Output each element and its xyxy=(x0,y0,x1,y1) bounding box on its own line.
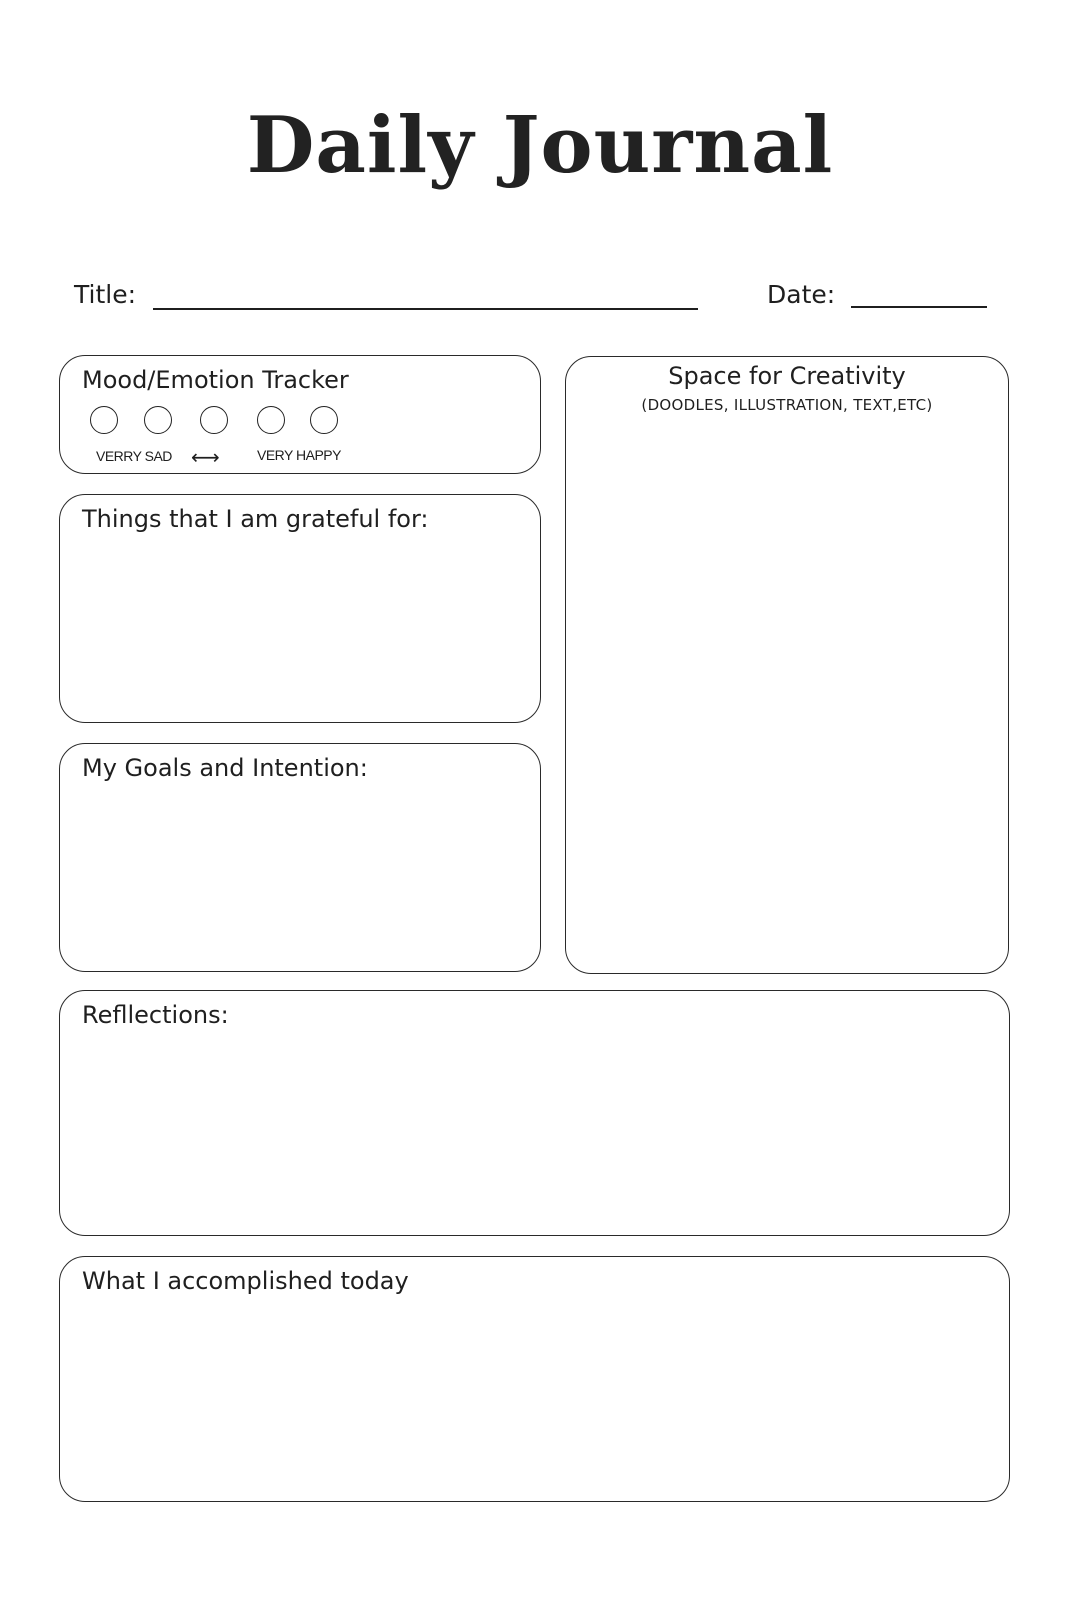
reflections-box[interactable] xyxy=(59,990,1010,1236)
date-label: Date: xyxy=(767,280,836,309)
grateful-box[interactable] xyxy=(59,494,541,723)
goals-label: My Goals and Intention: xyxy=(82,754,368,782)
accomplished-label: What I accomplished today xyxy=(82,1267,409,1295)
double-arrow-icon: ⟷ xyxy=(191,445,220,469)
mood-option-2[interactable] xyxy=(144,406,172,434)
mood-tracker-box xyxy=(59,355,541,474)
title-label: Title: xyxy=(74,280,136,309)
mood-option-5[interactable] xyxy=(310,406,338,434)
goals-box[interactable] xyxy=(59,743,541,972)
reflections-label: Refllections: xyxy=(82,1001,229,1029)
accomplished-box[interactable] xyxy=(59,1256,1010,1502)
creativity-box[interactable] xyxy=(565,356,1009,974)
scale-low-label: VERRY SAD xyxy=(96,448,172,464)
page-title: Daily Journal xyxy=(246,100,834,191)
mood-tracker-label: Mood/Emotion Tracker xyxy=(82,366,349,394)
grateful-label: Things that I am grateful for: xyxy=(82,505,429,533)
scale-high-label: VERY HAPPY xyxy=(257,447,341,463)
mood-option-1[interactable] xyxy=(90,406,118,434)
title-input-line[interactable] xyxy=(153,308,698,310)
creativity-label: Space for Creativity xyxy=(668,362,906,390)
date-input-line[interactable] xyxy=(851,306,987,308)
mood-option-3[interactable] xyxy=(200,406,228,434)
creativity-sublabel: (DOODLES, ILLUSTRATION, TEXT,ETC) xyxy=(641,396,933,414)
mood-option-4[interactable] xyxy=(257,406,285,434)
